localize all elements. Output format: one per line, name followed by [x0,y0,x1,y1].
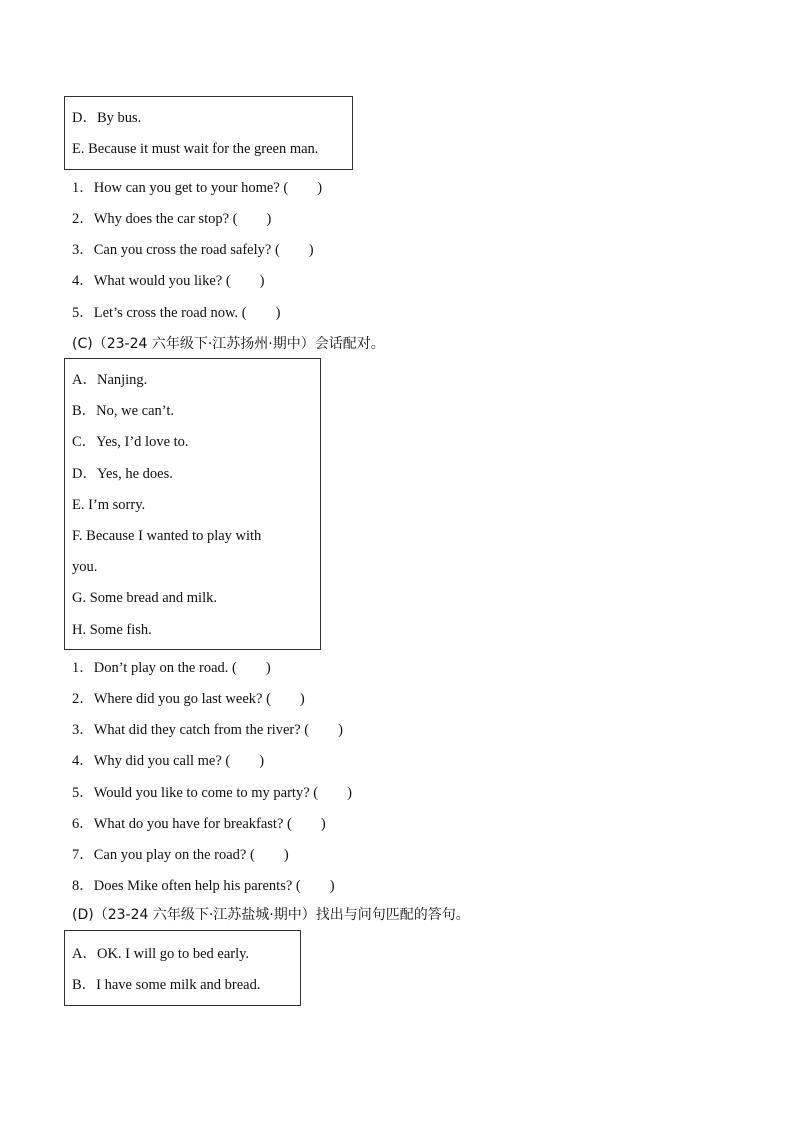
option-line: H. Some fish. [72,621,152,638]
section-heading-instruction: 会话配对。 [314,336,385,352]
section-heading-source: (C)（23-24 六年级下·江苏扬州·期中） [72,336,315,352]
option-line: F. Because I wanted to play with [72,527,262,544]
options-box-b [64,96,353,170]
section-heading-instruction: 找出与问句匹配的答句。 [315,907,470,923]
section-heading-source: (D)（23-24 六年级下·江苏盐城·期中） [72,907,316,923]
question-line: 5．Let’s cross the road now. ( ) [72,305,281,321]
option-line: B．I have some milk and bread. [72,977,261,994]
question-line: 1．How can you get to your home? ( ) [72,180,323,196]
question-line: 5．Would you like to come to my party? ( ) [72,785,352,801]
option-line: E. Because it must wait for the green man. [72,141,319,158]
option-line: D．Yes, he does. [72,465,173,482]
question-line: 3．What did they catch from the river? ( ) [72,722,343,738]
question-line: 4．Why did you call me? ( ) [72,753,265,769]
question-line: 2．Why does the car stop? ( ) [72,211,272,227]
question-line: 6．What do you have for breakfast? ( ) [72,816,326,832]
options-box-d [64,930,301,1006]
question-line: 1．Don’t play on the road. ( ) [72,660,271,676]
options-box-c [64,358,321,650]
option-line: G. Some bread and milk. [72,590,217,607]
option-line: D．By bus. [72,110,142,126]
option-line: you. [72,559,98,576]
section-heading-c [72,335,385,353]
option-line: B．No, we can’t. [72,403,175,420]
option-line: A．Nanjing. [72,372,148,388]
section-heading-d [72,906,470,924]
question-line: 2．Where did you go last week? ( ) [72,691,305,707]
question-line: 8．Does Mike often help his parents? ( ) [72,878,335,894]
option-line: C．Yes, I’d love to. [72,434,189,451]
question-line: 4．What would you like? ( ) [72,273,265,289]
option-line: E. I’m sorry. [72,496,146,513]
question-line: 3．Can you cross the road safely? ( ) [72,242,314,258]
question-line: 7．Can you play on the road? ( ) [72,847,289,863]
option-line: A．OK. I will go to bed early. [72,946,250,962]
